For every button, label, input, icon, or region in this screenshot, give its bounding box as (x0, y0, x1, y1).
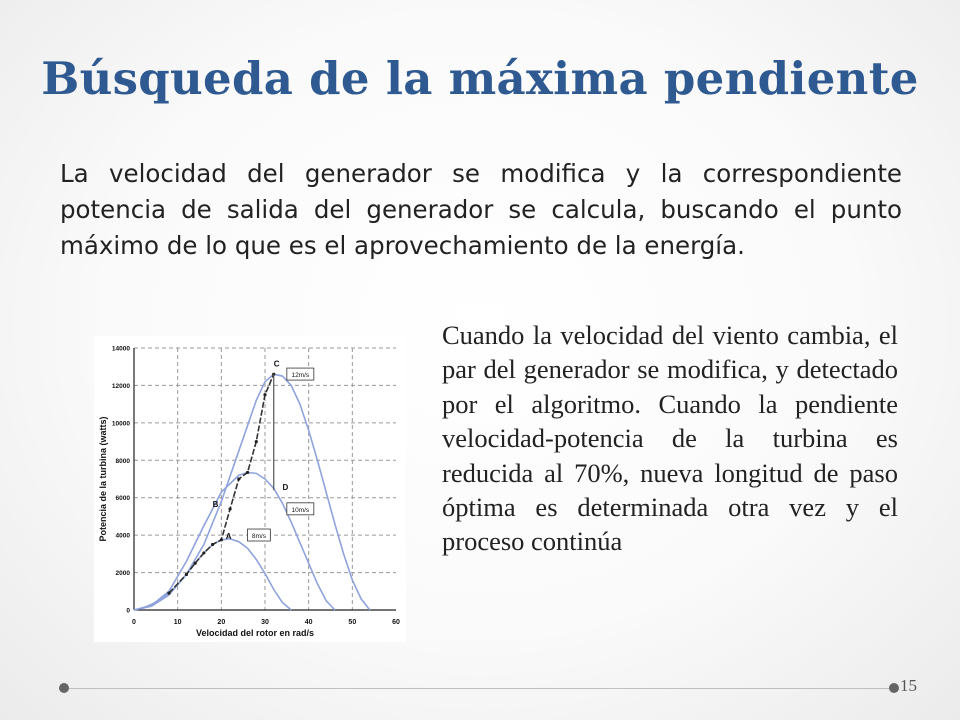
x-tick-label: 50 (348, 619, 357, 626)
mppt-point (202, 551, 205, 554)
x-tick-label: 20 (217, 619, 226, 626)
y-tick-label: 10000 (111, 420, 130, 428)
x-tick-label: 10 (173, 619, 182, 626)
x-tick-label: 40 (304, 619, 313, 626)
side-paragraph: Cuando la velocidad del viento cambia, el par del generador se modifica, y detectado por el algoritmo. Cuando la pendiente velocidad-potencia de la turbina es reducida al 70%, nueva longitud de paso óptima es determinada otra vez y el proceso continúa (442, 320, 898, 557)
point-label: C (273, 359, 280, 369)
y-tick-label: 12000 (111, 382, 130, 390)
point-label: B (212, 500, 219, 510)
y-tick-label: 2000 (115, 570, 130, 578)
mppt-point (263, 393, 266, 396)
x-tick-label: 60 (392, 619, 400, 626)
y-tick-label: 4000 (115, 532, 130, 540)
intro-paragraph: La velocidad del generador se modifica y la correspondiente potencia de salida del generador se calcula, buscando el punto máximo de lo que es el aprovechamiento de la energía. (60, 159, 902, 260)
power-curve-series (134, 539, 291, 610)
x-tick-label: 30 (261, 619, 269, 626)
mppt-point (255, 440, 258, 443)
mppt-point (211, 543, 214, 546)
slide-title: Búsqueda de la máxima pendiente (41, 52, 919, 105)
y-tick-label: 8000 (115, 457, 130, 465)
y-tick-label: 0 (126, 607, 130, 615)
mppt-point (220, 538, 223, 541)
power-speed-chart (94, 336, 406, 642)
mppt-point (185, 573, 188, 576)
power-curve-series (134, 374, 370, 610)
mppt-point (194, 562, 197, 565)
point-label: D (282, 483, 289, 493)
y-tick-label: 6000 (115, 495, 130, 503)
mppt-point (246, 471, 249, 474)
x-axis-title: Velocidad del rotor en rad/s (195, 628, 315, 638)
speed-label: 8m/s (251, 533, 266, 541)
mppt-point (167, 592, 170, 595)
speed-label: 12m/s (291, 372, 310, 380)
chart-svg (94, 336, 406, 642)
y-axis-title: Potencia de la turbina (watts) (98, 416, 108, 542)
point-label: A (225, 531, 232, 541)
x-tick-label: 0 (132, 619, 136, 626)
footer-right-dot (889, 683, 899, 693)
page-number: 15 (900, 676, 917, 695)
mppt-point (237, 477, 240, 480)
y-tick-label: 14000 (111, 345, 130, 353)
speed-label: 10m/s (291, 506, 310, 514)
mppt-point (228, 507, 231, 510)
footer-divider (64, 688, 894, 689)
footer-left-dot (59, 683, 69, 693)
